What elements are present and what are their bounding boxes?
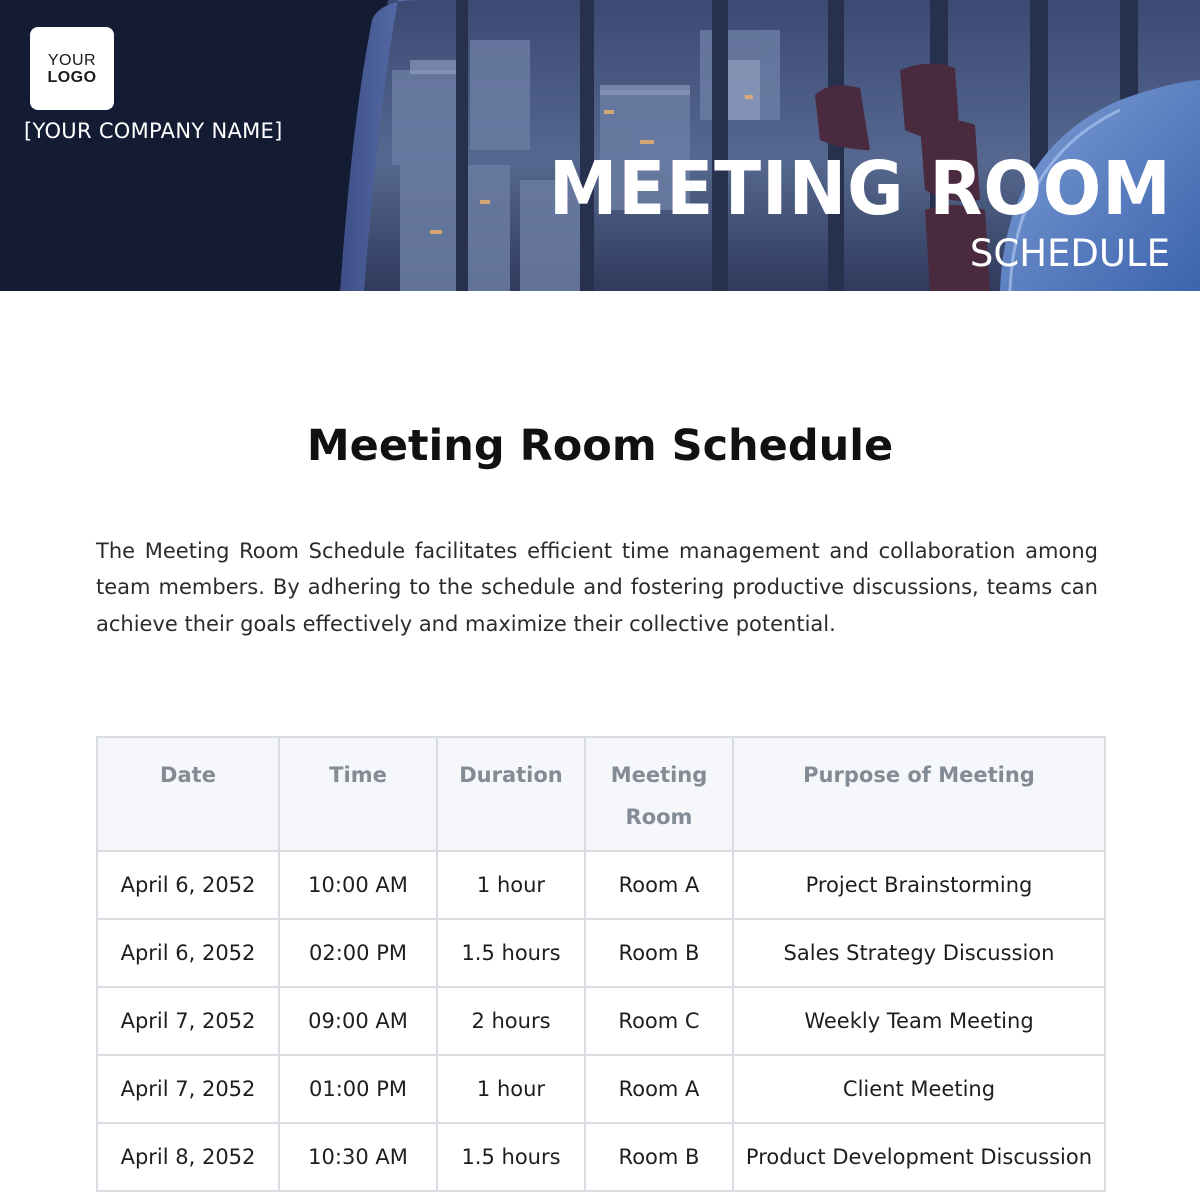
cell-purpose: Product Development Discussion <box>733 1123 1105 1191</box>
header-purpose: Purpose of Meeting <box>733 737 1105 851</box>
table-header-row <box>97 737 1105 851</box>
company-logo <box>30 27 114 110</box>
cell-date: April 6, 2052 <box>97 919 279 987</box>
cell-duration: 2 hours <box>437 987 585 1055</box>
cell-room: Room A <box>585 1055 733 1123</box>
company-name: [YOUR COMPANY NAME] <box>24 119 283 143</box>
cell-room: Room B <box>585 919 733 987</box>
table-row <box>97 1055 1105 1123</box>
cell-room: Room A <box>585 851 733 919</box>
cell-date: April 7, 2052 <box>97 987 279 1055</box>
cell-time: 02:00 PM <box>279 919 437 987</box>
header-time: Time <box>279 737 437 851</box>
cell-duration: 1 hour <box>437 851 585 919</box>
cell-time: 01:00 PM <box>279 1055 437 1123</box>
cell-date: April 7, 2052 <box>97 1055 279 1123</box>
header-meeting-room: Meeting Room <box>585 737 733 851</box>
cell-purpose: Weekly Team Meeting <box>733 987 1105 1055</box>
cell-date: April 6, 2052 <box>97 851 279 919</box>
table-row <box>97 919 1105 987</box>
cell-purpose: Client Meeting <box>733 1055 1105 1123</box>
intro-paragraph: The Meeting Room Schedule facilitates efficient time management and collaboration among team members. By adhering to the schedule and fostering productive discussions, teams can achieve their goals effectively and maximize their collective potential. <box>96 539 1098 636</box>
cell-time: 10:00 AM <box>279 851 437 919</box>
logo-text-bottom: LOGO <box>47 68 97 86</box>
cell-room: Room C <box>585 987 733 1055</box>
cell-duration: 1 hour <box>437 1055 585 1123</box>
cell-time: 09:00 AM <box>279 987 437 1055</box>
header-date: Date <box>97 737 279 851</box>
table-row <box>97 851 1105 919</box>
cell-purpose: Project Brainstorming <box>733 851 1105 919</box>
logo-text-top: YOUR <box>47 51 97 69</box>
cell-duration: 1.5 hours <box>437 1123 585 1191</box>
header-duration: Duration <box>437 737 585 851</box>
table-row <box>97 987 1105 1055</box>
banner-title: MEETING ROOM <box>549 146 1172 232</box>
cell-time: 10:30 AM <box>279 1123 437 1191</box>
cell-duration: 1.5 hours <box>437 919 585 987</box>
cell-room: Room B <box>585 1123 733 1191</box>
table-row <box>97 1123 1105 1191</box>
header-banner <box>0 0 1200 291</box>
cell-purpose: Sales Strategy Discussion <box>733 919 1105 987</box>
cell-date: April 8, 2052 <box>97 1123 279 1191</box>
page-title: Meeting Room Schedule <box>306 421 894 471</box>
schedule-table <box>96 736 1106 1192</box>
banner-subtitle: SCHEDULE <box>969 232 1170 275</box>
